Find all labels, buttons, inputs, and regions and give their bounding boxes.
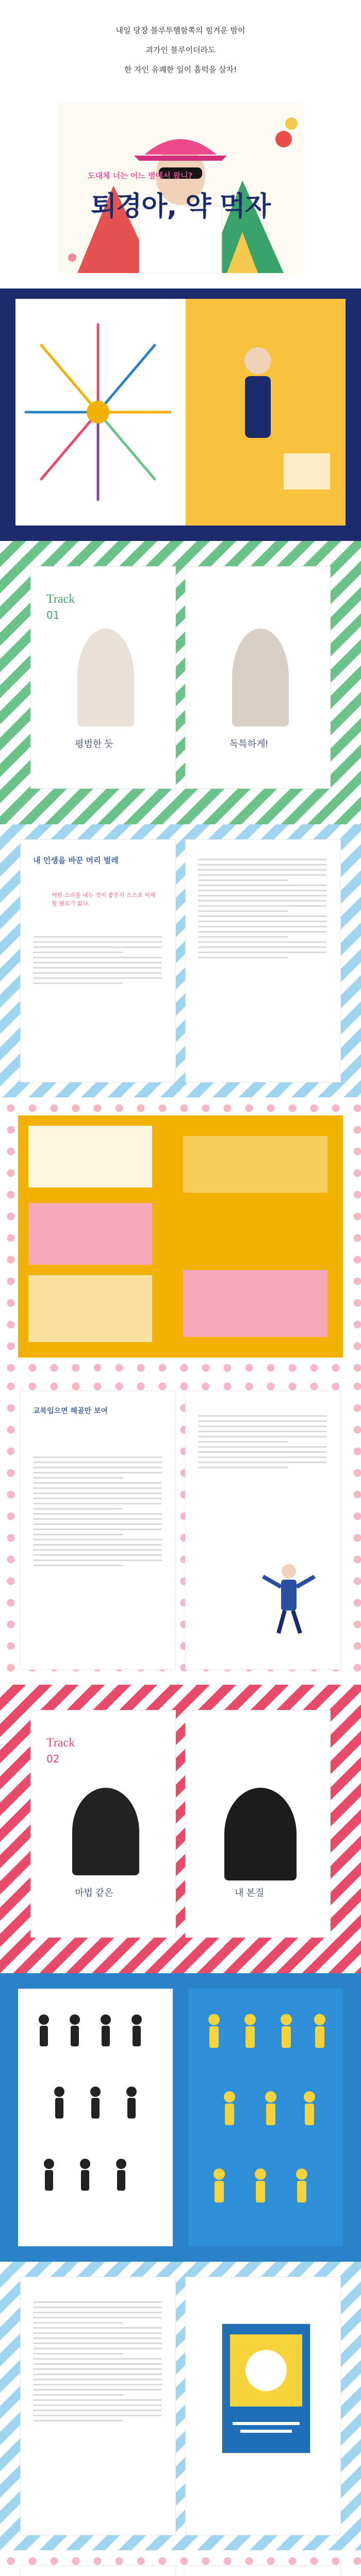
track1-panel: [0, 541, 361, 824]
cover-panel: [0, 0, 361, 289]
article1-page-left: [21, 840, 175, 1082]
article3-panel: [0, 2550, 361, 2576]
article1-panel: [0, 824, 361, 1097]
article2-page-left: [21, 1391, 175, 1669]
figure-body: [245, 376, 271, 438]
flying-figure-illustration: [258, 1561, 320, 1638]
article1-right-body: [198, 855, 327, 962]
figure-head: [244, 347, 271, 374]
hero-title: 퇴경아, 약 먹자: [90, 191, 271, 222]
photo-row-pink-left: [28, 1203, 152, 1265]
flying-figure-svg: [258, 1561, 320, 1638]
article1-page-right: [186, 840, 340, 1082]
track2-panel: [0, 1685, 361, 1973]
intro-line-2: 괴가인 블루이더라도: [145, 45, 216, 55]
article3-page-right: [186, 2566, 340, 2576]
person-photo-left: [77, 629, 134, 726]
figures-right-grid: [188, 1989, 343, 2246]
red-ball-deco: [275, 131, 292, 147]
book-article-panel: [0, 2262, 361, 2550]
hat: [144, 139, 217, 155]
article3-page-left: [21, 2566, 175, 2576]
burst-panel: [0, 289, 361, 541]
track2-label: Track: [46, 1736, 75, 1750]
figures-left-grid: [18, 1989, 173, 2246]
hero-subtitle: 도대체 너는 어느 별에서 왔니?: [88, 171, 193, 180]
track1-right-card: [186, 567, 330, 788]
track1-caption-left: 평범한 듯: [75, 739, 113, 749]
burst-spread: [15, 299, 346, 526]
track2-right-card: [186, 1710, 330, 1937]
article2-right-body: [198, 1412, 327, 1472]
intro-line-1: 내일 당장 블루투햄함쪽의 힘겨운 밤이: [116, 26, 245, 35]
article2-left-body: [33, 1453, 162, 1570]
pink-dot-deco: [68, 253, 76, 262]
figure-shadow-block: [284, 453, 330, 489]
article1-heading: 내 인생을 바꾼 머리 벌레: [33, 856, 119, 865]
track2-left-card: [31, 1710, 175, 1937]
yellow-dot-deco: [285, 117, 298, 130]
photo-grid-top: [28, 1126, 152, 1188]
photo-row-pink-right: [183, 1270, 327, 1337]
track1-caption-right: 독특하게!: [229, 739, 268, 749]
article2-panel: [0, 1376, 361, 1685]
track2-caption-right: 내 본질: [235, 1888, 265, 1898]
article1-left-body: [33, 933, 162, 988]
thumbnail-grid: [28, 1275, 152, 1342]
person-photo-left-2: [72, 1788, 139, 1875]
track1-left-card: [31, 567, 175, 788]
article1-quote: 어떤 소리를 내는 것이 좋은지 스스로 이해할 필요가 없다.: [52, 892, 156, 907]
article2-page-right: [186, 1391, 340, 1669]
figures-left-page: [18, 1989, 173, 2246]
figure-row-right-top: [183, 1136, 327, 1193]
book-cover-art: [222, 2324, 310, 2453]
person-photo-right: [232, 629, 289, 726]
yellow-spread-panel: [0, 1097, 361, 1376]
hat-brim: [134, 156, 227, 161]
track2-caption-left: 마법 같은: [75, 1888, 113, 1898]
track1-label: Track: [46, 592, 75, 606]
figures-right-page: [188, 1989, 343, 2246]
burst-center: [87, 401, 109, 423]
burst-illustration: [15, 299, 346, 526]
book-article-page-left: [21, 2277, 175, 2535]
track1-number: 01: [46, 609, 60, 621]
book-cover-image: [222, 2324, 310, 2453]
book-article-page-right: [186, 2277, 340, 2535]
book-article-left-body: [33, 2298, 162, 2425]
intro-text: [0, 21, 361, 79]
person-photo-right-2: [224, 1788, 297, 1880]
intro-line-3: 한 자인 유쾌한 일이 흠럭을 살자!: [124, 65, 237, 74]
yellow-spread: [18, 1115, 343, 1358]
track2-number: 02: [46, 1753, 60, 1765]
article2-heading: 교복입으면 해골만 보여: [33, 1407, 108, 1415]
figures-spread-panel: [0, 1973, 361, 2262]
